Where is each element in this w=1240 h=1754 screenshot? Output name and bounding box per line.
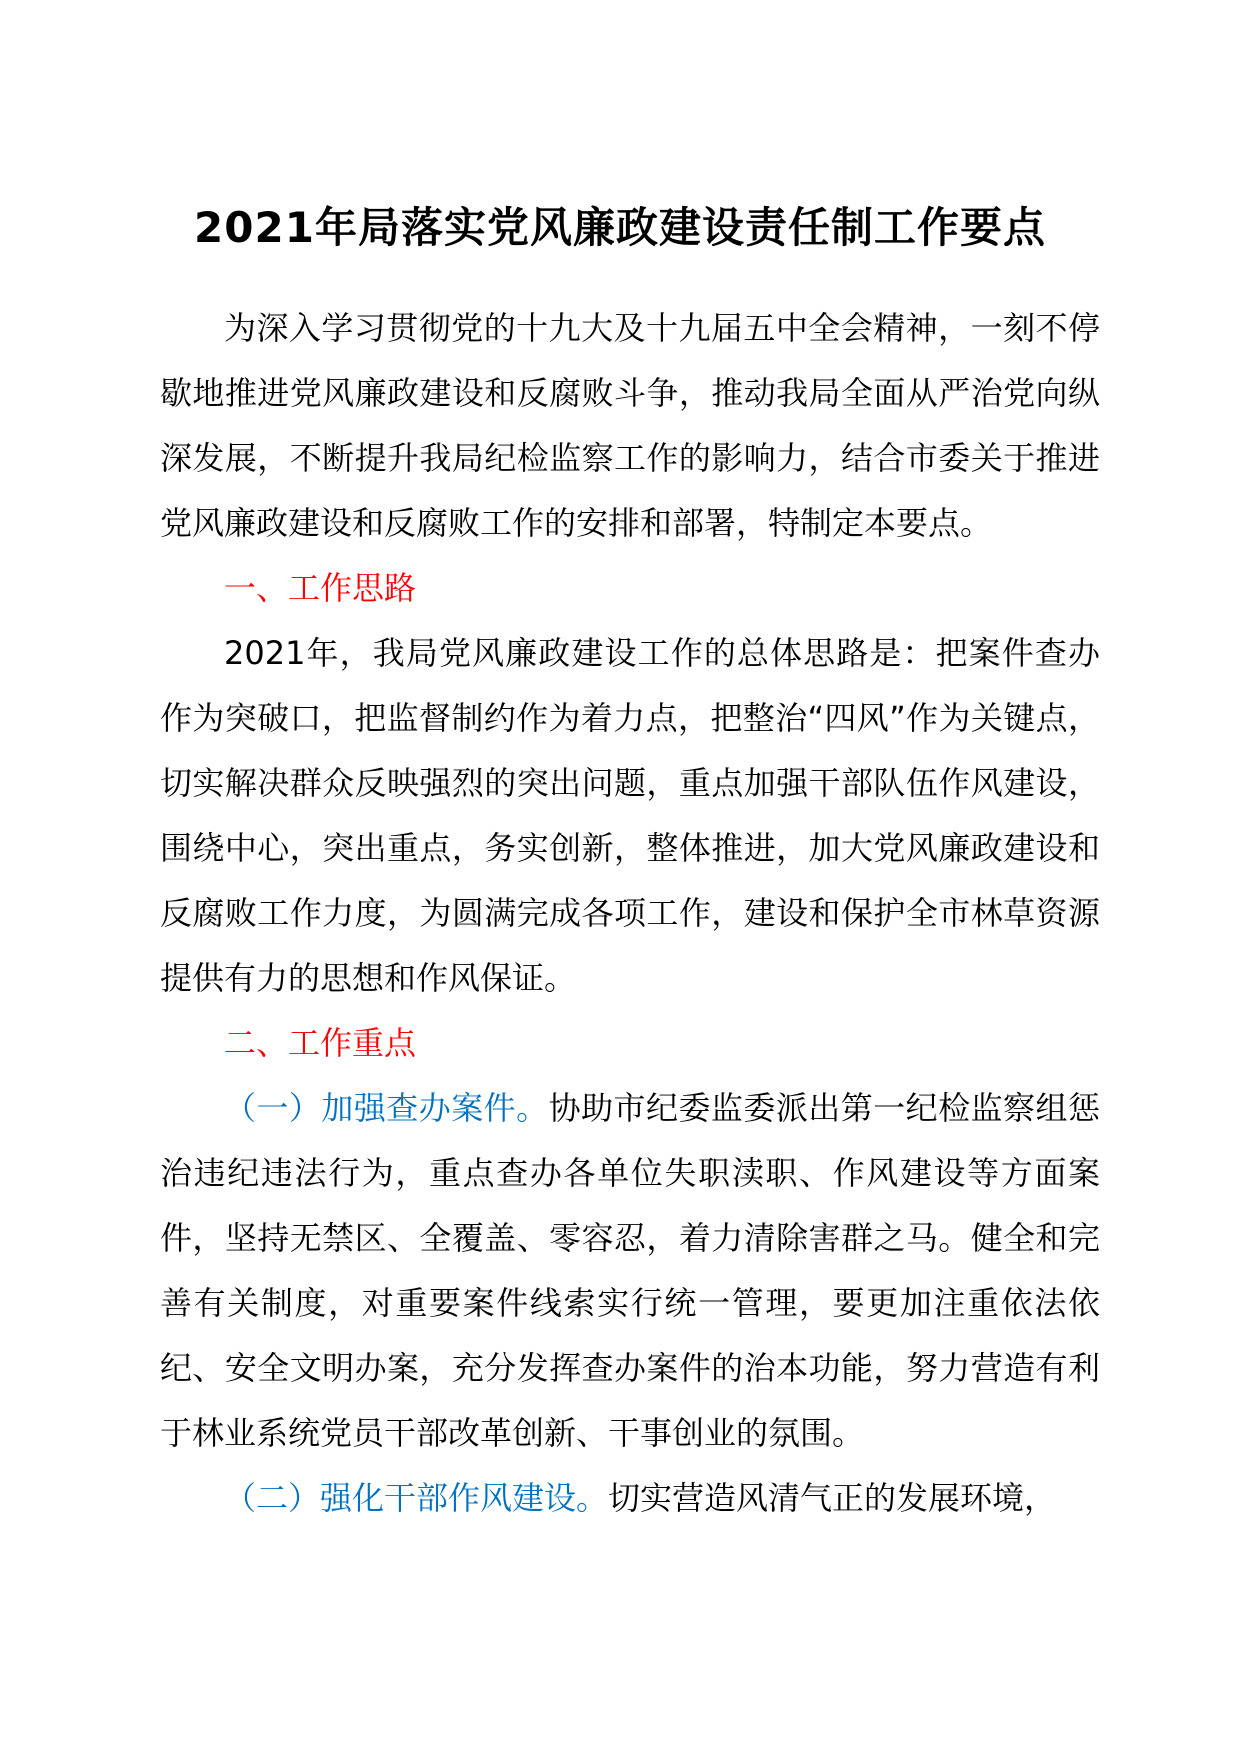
document-body xyxy=(160,296,1100,1531)
intro-paragraph: 为深入学习贯彻党的十九大及十九届五中全会精神，一刻不停歇地推进党风廉政建设和反腐败斗争，推动我局全面从严治党向纵深发展，不断提升我局纪检监察工作的影响力，结合市委关于推进党风廉政建设和反腐败工作的安排和部署，特制定本要点。 xyxy=(160,309,1100,542)
focus-item-2-title: （二）强化干部作风建设。 xyxy=(224,1479,609,1517)
focus-item-2-text: 切实营造风清气正的发展环境， xyxy=(608,1479,1057,1517)
work-approach-paragraph: 2021年，我局党风廉政建设工作的总体思路是：把案件查办作为突破口，把监督制约作为着力点，把整治“四风”作为关键点，切实解决群众反映强烈的突出问题，重点加强干部队伍作风建设，围绕中心，突出重点，务实创新，整体推进，加大党风廉政建设和反腐败工作力度，为圆满完成各项工作，建设和保护全市林草资源提供有力的思想和作风保证。 xyxy=(160,634,1100,997)
document-title: 2021年局落实党风廉政建设责任制工作要点 xyxy=(194,203,1046,252)
focus-item-2-paragraph xyxy=(160,1466,1100,1531)
focus-item-1-paragraph xyxy=(160,1076,1100,1466)
section-heading-work-approach: 一、工作思路 xyxy=(224,569,417,607)
section-heading-work-focus: 二、工作重点 xyxy=(224,1024,417,1062)
focus-item-1-title: （一）加强查办案件。 xyxy=(224,1089,549,1127)
focus-item-1-text: 协助市纪委监委派出第一纪检监察组惩治违纪违法行为，重点查办各单位失职渎职、作风建设等方面案件，坚持无禁区、全覆盖、零容忍，着力清除害群之马。健全和完善有关制度，对重要案件线索实行统一管理，要更加注重依法依纪、安全文明办案，充分发挥查办案件的治本功能，努力营造有利于林业系统党员干部改革创新、干事创业的氛围。 xyxy=(160,1089,1100,1452)
